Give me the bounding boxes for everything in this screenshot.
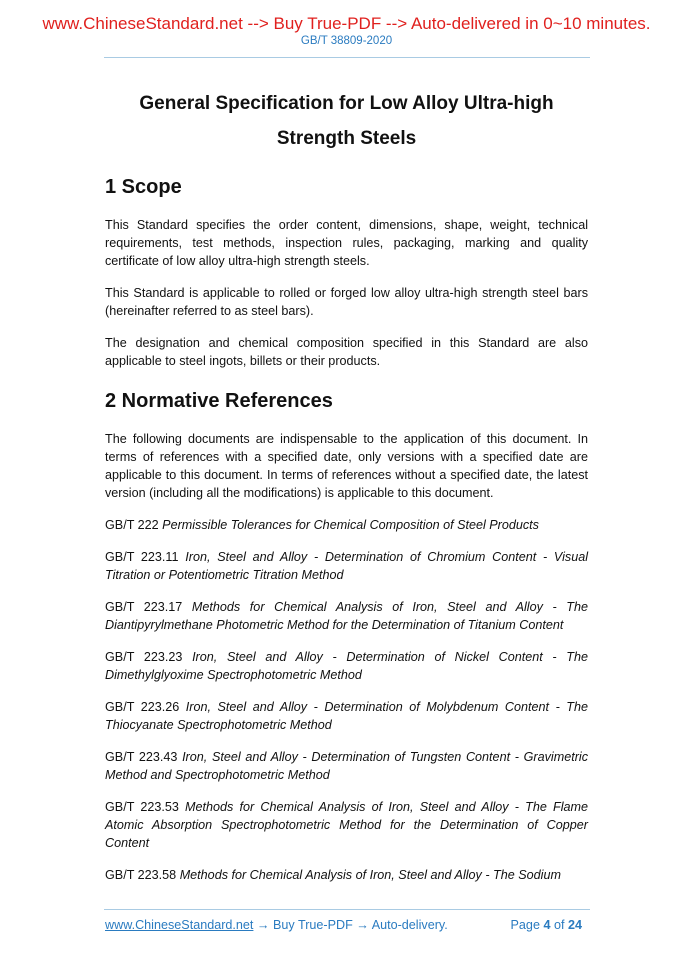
reference-code: GB/T 223.11: [105, 550, 179, 564]
section-heading-normative-references: 2 Normative References: [105, 390, 333, 412]
reference-title: Iron, Steel and Alloy - Determination of Molybdenum Content - The Thiocyanate Spectrophotometric Method: [105, 700, 588, 732]
reference-title: Methods for Chemical Analysis of Iron, Steel and Alloy - The Diantipyrylmethane Photometric Method for the Determination of Titanium Content: [105, 600, 588, 632]
reference-title: Iron, Steel and Alloy - Determination of Chromium Content - Visual Titration or Potentiometric Titration Method: [105, 550, 588, 582]
of-label: of: [553, 918, 565, 932]
footer-tail: → Buy True-PDF → Auto-delivery.: [253, 918, 448, 932]
reference-code: GB/T 223.53: [105, 800, 179, 814]
reference-item: [105, 516, 588, 534]
page-number: 4: [543, 918, 551, 932]
reference-item: [105, 798, 588, 852]
paragraph: This Standard is applicable to rolled or forged low alloy ultra-high strength steel bars (hereinafter referred to as steel bars).: [105, 286, 588, 318]
reference-item: [105, 866, 588, 884]
reference-item: [105, 698, 588, 734]
document-body: [105, 86, 588, 898]
reference-code: GB/T 223.17: [105, 600, 183, 614]
section-heading-scope: 1 Scope: [105, 176, 182, 198]
reference-code: GB/T 223.58: [105, 868, 177, 882]
page-indicator: [511, 918, 582, 932]
reference-title: Methods for Chemical Analysis of Iron, Steel and Alloy - The Sodium: [179, 868, 561, 882]
header-divider: [104, 57, 590, 58]
footer: [105, 918, 588, 932]
paragraph: The following documents are indispensable to the application of this document. In terms of references with a specified date, only versions with a specified date are applicable to this document. In terms of references without a specified date, the latest version (including all the modifications) is applicable to this document.: [105, 432, 588, 500]
reference-code: GB/T 223.43: [105, 750, 178, 764]
reference-title: Permissible Tolerances for Chemical Composition of Steel Products: [162, 518, 539, 532]
reference-title: Methods for Chemical Analysis of Iron, Steel and Alloy - The Flame Atomic Absorption Spectrophotometric Method for the Determination of Copper Content: [105, 800, 589, 850]
paragraph: This Standard specifies the order content, dimensions, shape, weight, technical requirements, test methods, inspection rules, packaging, marking and quality certificate of low alloy ultra-high strength steels.: [105, 218, 588, 268]
reference-code: GB/T 223.23: [105, 650, 183, 664]
document-title-line2: Strength Steels: [276, 128, 417, 149]
promo-banner: www.ChineseStandard.net --> Buy True-PDF --> Auto-delivered in 0~10 minutes.: [42, 14, 651, 33]
footer-link[interactable]: www.ChineseStandard.net: [105, 918, 254, 932]
total-pages: 24: [567, 918, 582, 932]
reference-title: Iron, Steel and Alloy - Determination of Tungsten Content - Gravimetric Method and Spectrophotometric Method: [105, 750, 589, 782]
reference-code: GB/T 222: [105, 518, 159, 532]
reference-title: Iron, Steel and Alloy - Determination of Nickel Content - The Dimethylglyoxime Spectrophotometric Method: [105, 650, 589, 682]
reference-list: [105, 516, 588, 884]
standard-number: GB/T 38809-2020: [300, 35, 393, 47]
footer-divider: [104, 909, 590, 910]
paragraph: The designation and chemical composition specified in this Standard are also applicable to steel ingots, billets or their products.: [105, 336, 588, 368]
document-title-line1: General Specification for Low Alloy Ultra-high: [139, 93, 554, 114]
reference-item: [105, 598, 588, 634]
page-label: Page: [510, 918, 540, 932]
reference-item: [105, 548, 588, 584]
reference-item: [105, 648, 588, 684]
reference-code: GB/T 223.26: [105, 700, 180, 714]
reference-item: [105, 748, 588, 784]
